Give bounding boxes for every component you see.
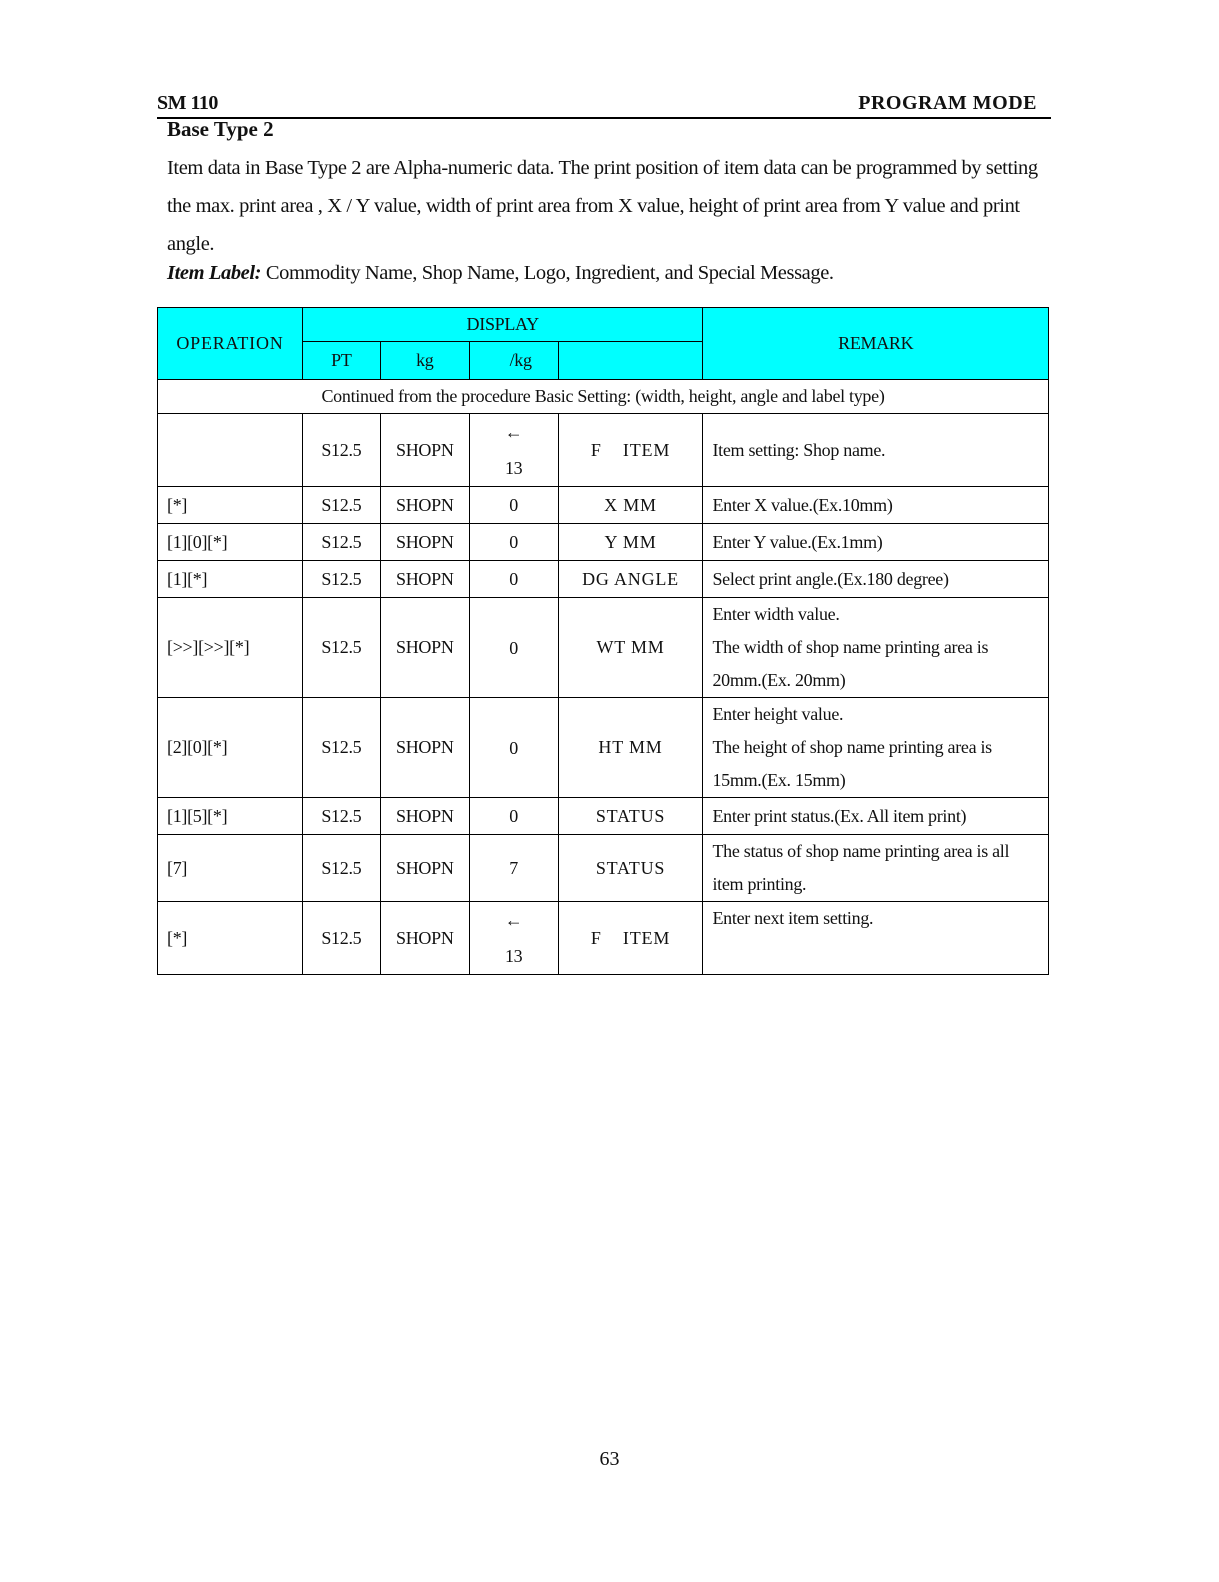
operation-cell: [2][0][*] (158, 698, 303, 798)
header-operation: OPERATION (158, 308, 303, 380)
per-kg-value: 13 (504, 946, 523, 966)
continued-note: Continued from the procedure Basic Setting: (width, height, angle and label type) (158, 380, 1049, 414)
table-row (158, 902, 1049, 975)
price-cell: WT MM (558, 598, 703, 698)
header-per-kg: /kg (469, 342, 558, 380)
table-row (158, 561, 1049, 598)
header-kg: kg (380, 342, 469, 380)
table-row (158, 414, 1049, 487)
header-price (558, 342, 703, 380)
kg-cell: SHOPN (380, 598, 469, 698)
per-kg-value: 0 (509, 637, 518, 658)
remark-line: 20mm.(Ex. 20mm) (712, 670, 846, 690)
operation-cell: [7] (158, 835, 303, 902)
price-cell: X MM (558, 487, 703, 524)
left-arrow-icon: ← (504, 910, 523, 930)
manual-section: PROGRAM MODE (858, 92, 1037, 114)
table-row (158, 698, 1049, 798)
price-cell: F ITEM (558, 414, 703, 487)
pt-cell: S12.5 (302, 902, 380, 975)
table-row (158, 835, 1049, 902)
per-kg-value: 0 (509, 806, 518, 826)
pt-cell: S12.5 (302, 414, 380, 487)
table-row (158, 524, 1049, 561)
remark-line: item printing. (712, 874, 807, 894)
remark-line: Enter Y value.(Ex.1mm) (712, 531, 883, 552)
remark-line: Enter height value. (712, 704, 844, 724)
pt-cell: S12.5 (302, 698, 380, 798)
pt-cell: S12.5 (302, 798, 380, 835)
section-title: Base Type 2 (167, 117, 274, 141)
per-kg-cell (469, 487, 558, 524)
table-row (158, 487, 1049, 524)
price-cell: HT MM (558, 698, 703, 798)
operation-cell: [1][0][*] (158, 524, 303, 561)
kg-cell: SHOPN (380, 698, 469, 798)
per-kg-cell (469, 414, 558, 487)
remark-cell (703, 698, 1049, 798)
pt-cell: S12.5 (302, 598, 380, 698)
intro-paragraph: Item data in Base Type 2 are Alpha-numeric data. The print position of item data can be programmed by setting the max. print area , X / Y value, width of print area from X value, height of print area from Y value and print angle. (167, 157, 1038, 255)
remark-line: Enter print status.(Ex. All item print) (712, 805, 967, 826)
per-kg-cell (469, 561, 558, 598)
operation-cell: [1][5][*] (158, 798, 303, 835)
page-header (157, 92, 1051, 119)
price-cell: STATUS (558, 835, 703, 902)
item-label-line (167, 262, 834, 285)
remark-line: 15mm.(Ex. 15mm) (712, 770, 846, 790)
per-kg-value: 0 (509, 569, 518, 589)
per-kg-value: 0 (509, 495, 518, 515)
kg-cell: SHOPN (380, 561, 469, 598)
remark-cell (703, 902, 1049, 975)
table-row (158, 798, 1049, 835)
price-cell: Y MM (558, 524, 703, 561)
item-label-text: Commodity Name, Shop Name, Logo, Ingredient, and Special Message. (261, 262, 834, 284)
page-number: 63 (599, 1448, 620, 1470)
kg-cell: SHOPN (380, 835, 469, 902)
remark-line: Enter X value.(Ex.10mm) (712, 494, 893, 515)
remark-line: Enter next item setting. (712, 908, 874, 928)
remark-cell (703, 798, 1049, 835)
operation-cell: [1][*] (158, 561, 303, 598)
item-label-title: Item Label: (167, 262, 262, 284)
remark-cell (703, 598, 1049, 698)
remark-line: Select print angle.(Ex.180 degree) (712, 568, 949, 589)
remark-line: The status of shop name printing area is all (712, 841, 1010, 861)
remark-cell (703, 414, 1049, 487)
price-cell: DG ANGLE (558, 561, 703, 598)
per-kg-cell (469, 598, 558, 698)
pt-cell: S12.5 (302, 561, 380, 598)
operation-cell: [>>][>>][*] (158, 598, 303, 698)
kg-cell: SHOPN (380, 902, 469, 975)
per-kg-value: 0 (509, 532, 518, 552)
kg-cell: SHOPN (380, 798, 469, 835)
remark-cell (703, 835, 1049, 902)
per-kg-cell (469, 698, 558, 798)
per-kg-cell (469, 798, 558, 835)
manual-model: SM 110 (157, 92, 218, 114)
price-cell: STATUS (558, 798, 703, 835)
kg-cell: SHOPN (380, 487, 469, 524)
remark-cell (703, 487, 1049, 524)
left-arrow-icon: ← (504, 422, 523, 442)
remark-line: Item setting: Shop name. (712, 439, 886, 460)
operation-cell: [*] (158, 902, 303, 975)
remark-cell (703, 524, 1049, 561)
table-row (158, 598, 1049, 698)
header-remark: REMARK (703, 308, 1049, 380)
per-kg-value: 0 (509, 737, 518, 758)
pt-cell: S12.5 (302, 835, 380, 902)
per-kg-value: 13 (504, 458, 523, 478)
kg-cell: SHOPN (380, 524, 469, 561)
per-kg-cell (469, 835, 558, 902)
header-display: DISPLAY (302, 308, 703, 342)
remark-cell (703, 561, 1049, 598)
pt-cell: S12.5 (302, 487, 380, 524)
kg-cell: SHOPN (380, 414, 469, 487)
remark-line: The width of shop name printing area is (712, 637, 989, 657)
operation-cell: [*] (158, 487, 303, 524)
per-kg-cell (469, 524, 558, 561)
price-cell: F ITEM (558, 902, 703, 975)
remark-line: The height of shop name printing area is (712, 737, 992, 757)
header-pt: PT (302, 342, 380, 380)
remark-line: Enter width value. (712, 604, 840, 624)
operation-cell (158, 414, 303, 487)
per-kg-cell (469, 902, 558, 975)
per-kg-value: 7 (509, 858, 518, 878)
procedure-table (157, 307, 1049, 975)
pt-cell: S12.5 (302, 524, 380, 561)
